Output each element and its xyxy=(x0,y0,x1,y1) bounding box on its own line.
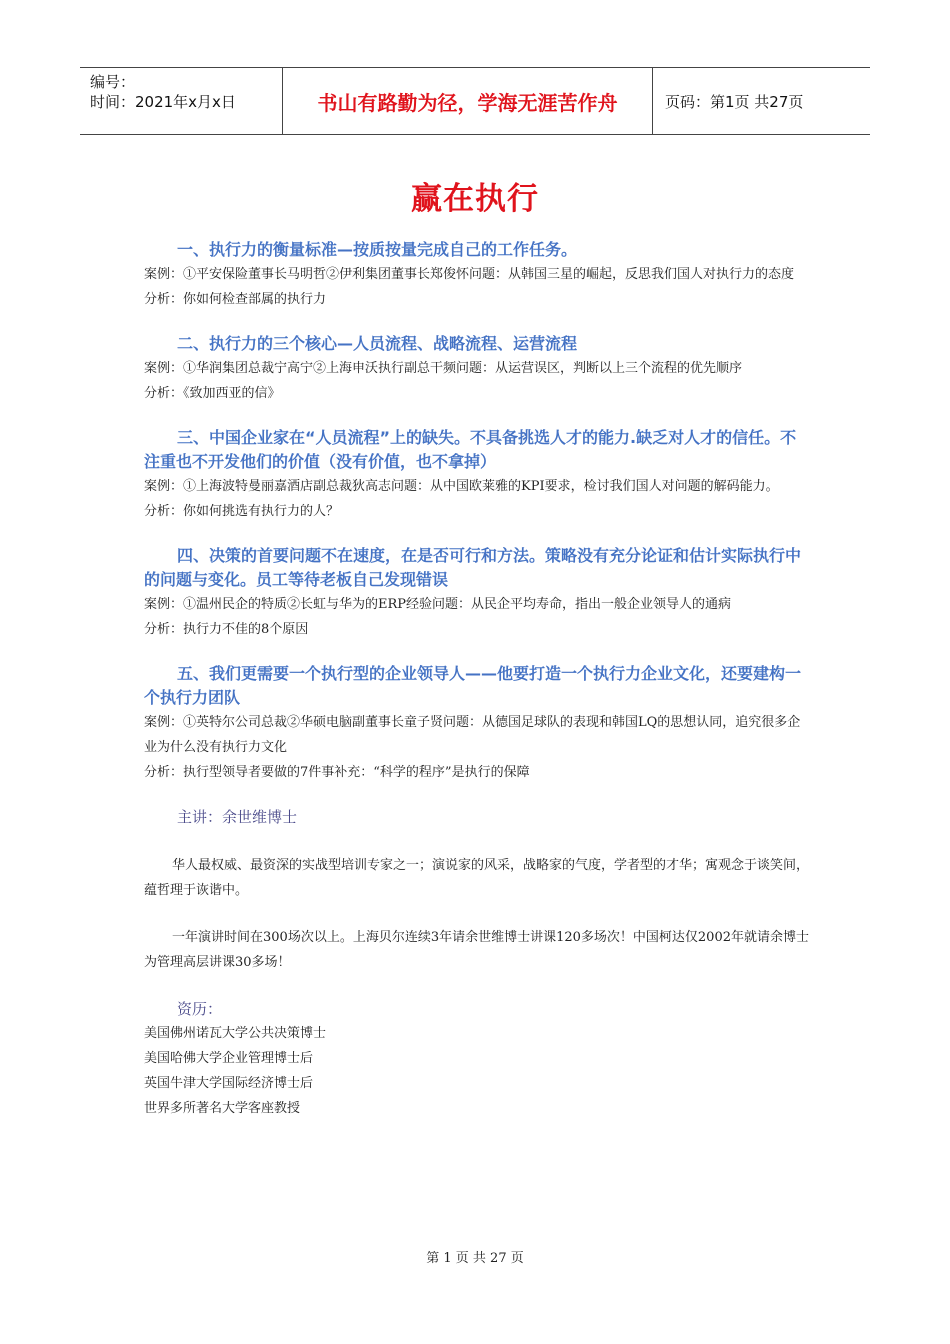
section-1 xyxy=(144,238,809,312)
speaker-label: 主讲：余世维博士 xyxy=(177,808,298,826)
document-title: 赢在执行 xyxy=(411,181,539,217)
section-analysis: 分析：执行力不佳的8个原因 xyxy=(144,622,309,637)
section-analysis: 分析：《致加西亚的信》 xyxy=(144,386,281,401)
section-heading: 三、中国企业家在“人员流程”上的缺失。不具备挑选人才的能力.缺乏对人才的信任。不注重也不开发他们的价值（没有价值，也不拿掉） xyxy=(144,428,797,471)
section-4 xyxy=(144,544,809,642)
resume-item: 美国哈佛大学企业管理博士后 xyxy=(144,1051,314,1066)
section-case: 案例：①平安保险董事长马明哲②伊利集团董事长郑俊怀问题：从韩国三星的崛起，反思我们国人对执行力的态度 xyxy=(144,267,795,282)
resume-heading: 资历： xyxy=(177,1000,223,1018)
section-analysis: 分析：你如何挑选有执行力的人？ xyxy=(144,504,340,519)
document-time: 时间：2021年x月x日 xyxy=(90,93,236,111)
section-heading: 四、决策的首要问题不在速度，在是否可行和方法。策略没有充分论证和估计实际执行中的问题与变化。员工等待老板自己发现错误 xyxy=(144,546,802,589)
section-analysis: 分析：执行型领导者要做的7件事补充：“科学的程序”是执行的保障 xyxy=(144,765,530,780)
section-2 xyxy=(144,332,809,406)
bio-paragraph: 华人最权威、最资深的实战型培训专家之一；演说家的风采，战略家的气度，学者型的才华；寓观念于谈笑间，蕴哲理于诙谐中。 xyxy=(144,858,810,898)
page-header xyxy=(80,67,870,135)
bio-paragraph: 一年演讲时间在300场次以上。上海贝尔连续3年请余世维博士讲课120多场次！中国柯达仅2002年就请余博士为管理高层讲课30多场！ xyxy=(144,930,809,970)
header-page-info: 页码：第1页 共27页 xyxy=(665,92,804,111)
document-body xyxy=(144,238,809,1121)
resume-item: 世界多所著名大学客座教授 xyxy=(144,1101,301,1116)
section-heading: 五、我们更需要一个执行型的企业领导人——他要打造一个执行力企业文化，还要建构一个执行力团队 xyxy=(144,664,802,707)
resume-item: 美国佛州诺瓦大学公共决策博士 xyxy=(144,1026,327,1041)
resume-item: 英国牛津大学国际经济博士后 xyxy=(144,1076,314,1091)
section-heading: 二、执行力的三个核心—人员流程、战略流程、运营流程 xyxy=(177,334,578,353)
section-heading: 一、执行力的衡量标准—按质按量完成自己的工作任务。 xyxy=(177,240,578,259)
header-meta xyxy=(80,68,282,134)
document-number-label: 编号： xyxy=(90,73,136,91)
section-3 xyxy=(144,426,809,524)
section-case: 案例：①华润集团总裁宁高宁②上海申沃执行副总干频问题：从运营误区，判断以上三个流程的优先顺序 xyxy=(144,361,743,376)
section-case: 案例：①上海波特曼丽嘉酒店副总裁狄高志问题：从中国欧莱雅的KPI要求，检讨我们国人对问题的解码能力。 xyxy=(144,479,779,494)
section-5 xyxy=(144,662,809,785)
header-motto: 书山有路勤为径，学海无涯苦作舟 xyxy=(282,68,653,134)
page-footer: 第 1 页 共 27 页 xyxy=(426,1251,524,1266)
section-case: 案例：①英特尔公司总裁②华硕电脑副董事长童子贤问题：从德国足球队的表现和韩国LQ的思想认同，追究很多企业为什么没有执行力文化 xyxy=(144,715,801,755)
section-analysis: 分析：你如何检查部属的执行力 xyxy=(144,292,327,307)
section-case: 案例：①温州民企的特质②长虹与华为的ERP经验问题：从民企平均寿命，指出一般企业领导人的通病 xyxy=(144,597,732,612)
